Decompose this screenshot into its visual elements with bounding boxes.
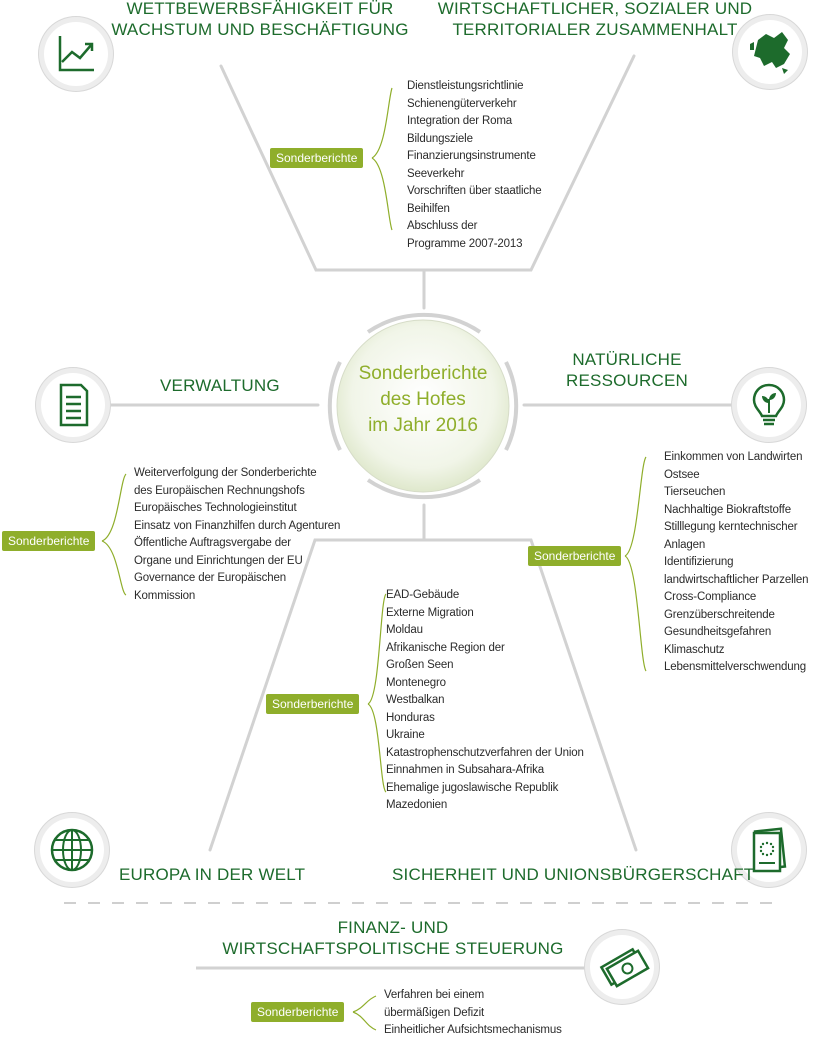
list-item: Lebensmittelverschwendung xyxy=(664,661,807,673)
banknotes-icon xyxy=(590,935,654,999)
heading-economic-governance-line: FINANZ- UND xyxy=(337,918,449,937)
heading-growth-line: WETTBEWERBSFÄHIGKEIT FÜR xyxy=(126,0,394,18)
center-title-line: des Hofes xyxy=(380,389,466,410)
document-icon xyxy=(41,373,105,437)
list-item: Montenegro xyxy=(386,676,446,689)
list-item: Gesundheitsgefahren xyxy=(664,626,772,638)
list-item: Tierseuchen xyxy=(664,486,726,498)
list-item: Programme 2007-2013 xyxy=(407,237,523,250)
list-item: Öffentliche Auftragsvergabe der xyxy=(134,537,291,549)
badge-cohesion: Sonderberichte xyxy=(270,148,363,168)
center-title-line: im Jahr 2016 xyxy=(368,415,478,436)
list-item: Cross-Compliance xyxy=(664,591,757,603)
list-item: Großen Seen xyxy=(386,659,454,671)
list-natural-resources xyxy=(664,449,808,677)
list-item: Integration der Roma xyxy=(407,115,513,127)
list-item: Bildungsziele xyxy=(407,132,473,145)
list-item: Honduras xyxy=(386,711,435,724)
heading-economic-governance xyxy=(196,917,590,959)
rising-chart-icon xyxy=(44,22,108,86)
heading-cohesion xyxy=(430,0,760,40)
list-item: übermäßigen Defizit xyxy=(384,1006,485,1019)
heading-growth xyxy=(100,0,420,40)
list-item: Identifizierung xyxy=(664,556,734,568)
list-cohesion xyxy=(407,78,542,253)
heading-cohesion-line: WIRTSCHAFTLICHER, SOZIALER UND xyxy=(437,0,753,18)
list-item: Klimaschutz xyxy=(664,643,725,656)
list-item: Mazedonien xyxy=(386,799,448,811)
list-economic-governance xyxy=(384,987,562,1040)
list-item: Anlagen xyxy=(664,538,706,551)
heading-economic-governance-line: WIRTSCHAFTSPOLITISCHE STEUERUNG xyxy=(222,939,564,958)
badge-natural-resources: Sonderberichte xyxy=(528,546,621,566)
badge-global-europe: Sonderberichte xyxy=(266,694,359,714)
heading-growth-line: WACHSTUM UND BESCHÄFTIGUNG xyxy=(111,20,409,39)
list-item: Einnahmen in Subsahara-Afrika xyxy=(386,764,545,776)
list-item: Europäisches Technologieinstitut xyxy=(134,502,297,514)
list-item: des Europäischen Rechnungshofs xyxy=(134,484,305,497)
list-item: Verfahren bei einem xyxy=(384,989,485,1001)
heading-natural-resources-line: NATÜRLICHE xyxy=(572,350,682,369)
governance-bracket xyxy=(353,996,376,1030)
list-item: Ukraine xyxy=(386,729,425,741)
list-administration xyxy=(134,465,340,605)
list-item: Abschluss der xyxy=(407,220,478,232)
list-item: Dienstleistungsrichtlinie xyxy=(407,80,524,92)
list-item: Grenzüberschreitende xyxy=(664,608,775,621)
list-item: Governance der Europäischen xyxy=(134,572,286,584)
globe-icon xyxy=(40,818,104,882)
list-item: landwirtschaftlicher Parzellen xyxy=(664,573,809,586)
list-item: Kommission xyxy=(134,589,196,602)
list-item: Seeverkehr xyxy=(407,167,465,180)
top-bracket xyxy=(372,88,392,230)
list-global-europe xyxy=(386,587,584,815)
list-item: Externe Migration xyxy=(386,606,474,619)
list-item: Finanzierungsinstrumente xyxy=(407,150,536,162)
list-item: Westbalkan xyxy=(386,694,445,706)
list-item: Einsatz von Finanzhilfen durch Agenturen xyxy=(134,519,341,532)
list-item: Moldau xyxy=(386,624,423,636)
list-item: Katastrophenschutzverfahren der Union xyxy=(386,746,584,759)
list-item: Weiterverfolgung der Sonderberichte xyxy=(134,467,317,479)
center-title-line: Sonderberichte xyxy=(358,363,488,384)
center-title xyxy=(338,361,508,439)
badge-administration: Sonderberichte xyxy=(2,531,95,551)
list-item: Einheitlicher Aufsichtsmechanismus xyxy=(384,1024,562,1036)
heading-security: SICHERHEIT UND UNIONSBÜRGERSCHAFT xyxy=(392,865,755,884)
list-item: Einkommen von Landwirten xyxy=(664,451,803,463)
list-item: Ehemalige jugoslawische Republik xyxy=(386,781,559,794)
heading-cohesion-line: TERRITORIALER ZUSAMMENHALT xyxy=(452,20,738,39)
list-item: EAD-Gebäude xyxy=(386,589,460,601)
list-item: Stilllegung kerntechnischer xyxy=(664,521,798,533)
list-item: Schienengüterverkehr xyxy=(407,97,517,110)
left-bracket xyxy=(102,474,126,595)
heading-global-europe: EUROPA IN DER WELT xyxy=(119,865,306,884)
list-item: Organe und Einrichtungen der EU xyxy=(134,554,303,567)
list-item: Beihilfen xyxy=(407,202,450,215)
list-item: Nachhaltige Biokraftstoffe xyxy=(664,503,791,516)
heading-natural-resources-line: RESSOURCEN xyxy=(566,371,688,390)
list-item: Vorschriften über staatliche xyxy=(407,185,542,197)
heading-administration: VERWALTUNG xyxy=(160,376,280,395)
lightbulb-plant-icon xyxy=(737,373,801,437)
badge-economic-governance: Sonderberichte xyxy=(251,1002,344,1022)
right-bracket xyxy=(625,457,646,671)
list-item: Ostsee xyxy=(664,468,700,481)
bottom-bracket xyxy=(368,594,386,792)
heading-natural-resources xyxy=(552,349,702,391)
list-item: Afrikanische Region der xyxy=(386,641,505,654)
